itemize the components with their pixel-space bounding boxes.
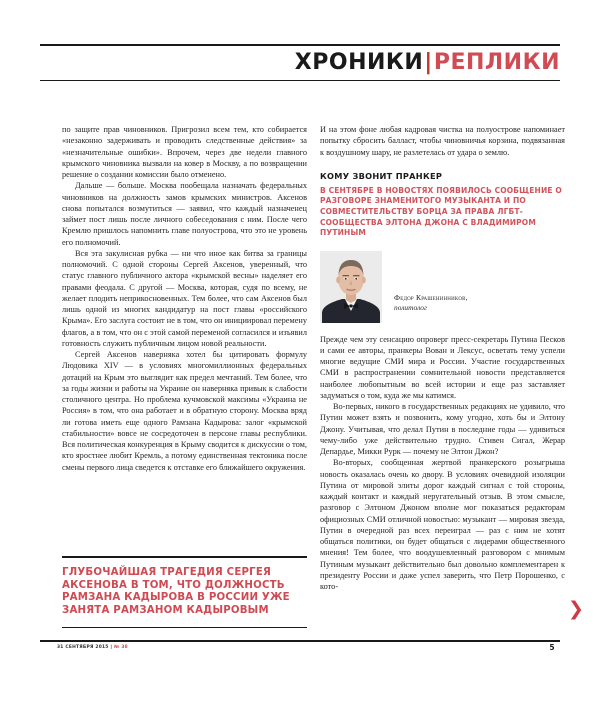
issue-separator: | (110, 645, 113, 650)
byline (394, 293, 468, 323)
issue-date: 31 СЕНТЯБРЯ 2015 (57, 645, 109, 650)
paragraph: по защите прав чиновников. Пригрозил всем тем, кто собирается «незаконно задерживать и проводить следственные действия» за «незначительные ошибки». Впрочем, через две недели главного крымского чиновника вызвали на ковер в Москву, а по возвращении решение о создании комиссии было отменено. (62, 125, 307, 179)
paragraph: Сергей Аксенов наверняка хотел бы цитировать формулу Людовика XIV — в условиях многомиллионных федеральных дотаций на Крым это выглядит как предел мечтаний. Тем более, что за годы жизни и работы на Украине он наверняка привык к слабости столичного центра. Но проблема кучмовской максимы «Украина не Россия» в том, что она работает и в обратную сторону. Москва вряд ли готова иметь еще одного Рамзана Кадырова: залог «крымской стабильности» вовсе не сосредоточен в персоне главы республики. Вся политическая конкуренция в Крыму сводится к дискуссии о том, кто яростнее любит Кремль, а потому единственная тектоника после смены первого лица сведется к отставке его ближайшего окружения. (62, 350, 307, 472)
paragraph: Дальше — больше. Москва пообещала назначать федеральных чиновников на должность замов крымских министров. Аксенов снова попытался возмутиться — заявил, что каждый назначенец займет пост лишь после личного собеседования с ним. После чего Кремлю пришлось напомнить главе полуострова, что это не уровень его полномочий. (62, 181, 307, 247)
masthead-rule-bottom (40, 80, 560, 81)
pull-quote-rule-top (62, 556, 307, 558)
masthead (40, 44, 560, 81)
issue-line (57, 645, 128, 650)
paragraph: Прежде чем эту сенсацию опроверг пресс-секретарь Путина Песков и сами ее авторы, пранкеры Вован и Лексус, осветать тему успели многие ведущие СМИ мира и России. Участие государственных СМИ в распространении сомнительной новости представляется наиболее любопытным во всей истории и еще раз заставляет задуматься о том, куда же мы катимся. (320, 334, 565, 400)
avatar (320, 251, 382, 323)
continuation-arrow-icon: ❯ (568, 598, 584, 620)
issue-number: № 38 (114, 645, 128, 650)
pull-quote-text: ГЛУБОЧАЙШАЯ ТРАГЕДИЯ СЕРГЕЯ АКСЕНОВА В ТОМ, ЧТО ДОЛЖНОСТЬ РАМЗАНА КАДЫРОВА В РОССИИ УЖЕ ЗАНЯТА РАМЗАНОМ КАДЫРОВЫМ (62, 567, 290, 616)
paragraph: Во-вторых, сообщенная жертвой пранкерского розыгрыша новость оказалась очень ко двору. В условиях очевидной изоляции Путина от мировой элиты дорог каждый сигнал с той стороны, каждый контакт и каждый неругательный отзыв. В этом смысле, разговор с Элтоном Джоном вполне мог показаться редакторам официозных СМИ отличной новостью: музыкант — мировая звезда, Путин в очередной раз всех переиграл — раз с ним не хотят общаться политики, он будет общаться с лидерами общественного мнения! Тем более, что воодушевленный разговором с мнимым Путиным музыкант действительно был довольно комплементарен к президенту России и даже успел заверить, что Петр Порошенко, с кото- (320, 458, 565, 592)
masthead-title-separator: | (424, 50, 433, 75)
pull-quote (62, 556, 307, 628)
page-title (295, 52, 560, 74)
paragraph: Вся эта закулисная рубка — ни что иное как битва за границы полномочий. С одной стороны Сергей Аксенов, уверенный, что статус главного публичного актора «крымской весны» наделяет его правами феодала. С другой — Москва, которая, судя по всему, не желает плодить неприкосновенных. Тем более, что сам Аксенов был лишь одной из многих кандидатур на пост главы «российского Крыма». Его заслуга состоит не в том, что он инициировал перемену флагов, а в том, что он с этой самой переменой согласился и изъявил готовность служить публичным лицом новой реальности. (62, 248, 307, 348)
author-block (320, 251, 565, 323)
pull-quote-rule-bottom (62, 627, 307, 628)
masthead-title-primary: ХРОНИКИ (294, 50, 424, 75)
left-column (62, 124, 307, 473)
paragraph: И на этом фоне любая кадровая чистка на полуострове напоминает попытку сбросить балласт, чтобы чиновничья корзина, подвязанная к воздушному шару, не разлетелась от удара о землю. (320, 125, 565, 157)
author-role: политолог (394, 302, 427, 312)
author-name: Федор Крашенинников, (394, 292, 468, 302)
paragraph: Во-первых, никого в государственных редакциях не удивило, что Путин может взять и позвонить, кому угодно, хоть бы и Элтону Джону. Учитывая, что делал Путин в последние годы — удивиться чему-либо уже действительно трудно. Стивен Сигал, Жерар Депардье, Микки Рурк — почему не Элтон Джон? (320, 402, 565, 457)
right-column (320, 124, 565, 592)
standfirst: В СЕНТЯБРЕ В НОВОСТЯХ ПОЯВИЛОСЬ СООБЩЕНИЕ О РАЗГОВОРЕ ЗНАМЕНИТОГО МУЗЫКАНТА И ПО СОВМЕСТИТЕЛЬСТВУ БОРЦА ЗА ПРАВА ЛГБТ-СООБЩЕСТВА ЭЛТОНА ДЖОНА С ВЛАДИМИРОМ ПУТИНЫМ (320, 185, 562, 238)
section-heading: КОМУ ЗВОНИТ ПРАНКЕР (320, 170, 443, 181)
masthead-title-secondary: РЕПЛИКИ (433, 50, 560, 75)
footer-rule (40, 640, 560, 642)
page-number: 5 (549, 643, 555, 652)
